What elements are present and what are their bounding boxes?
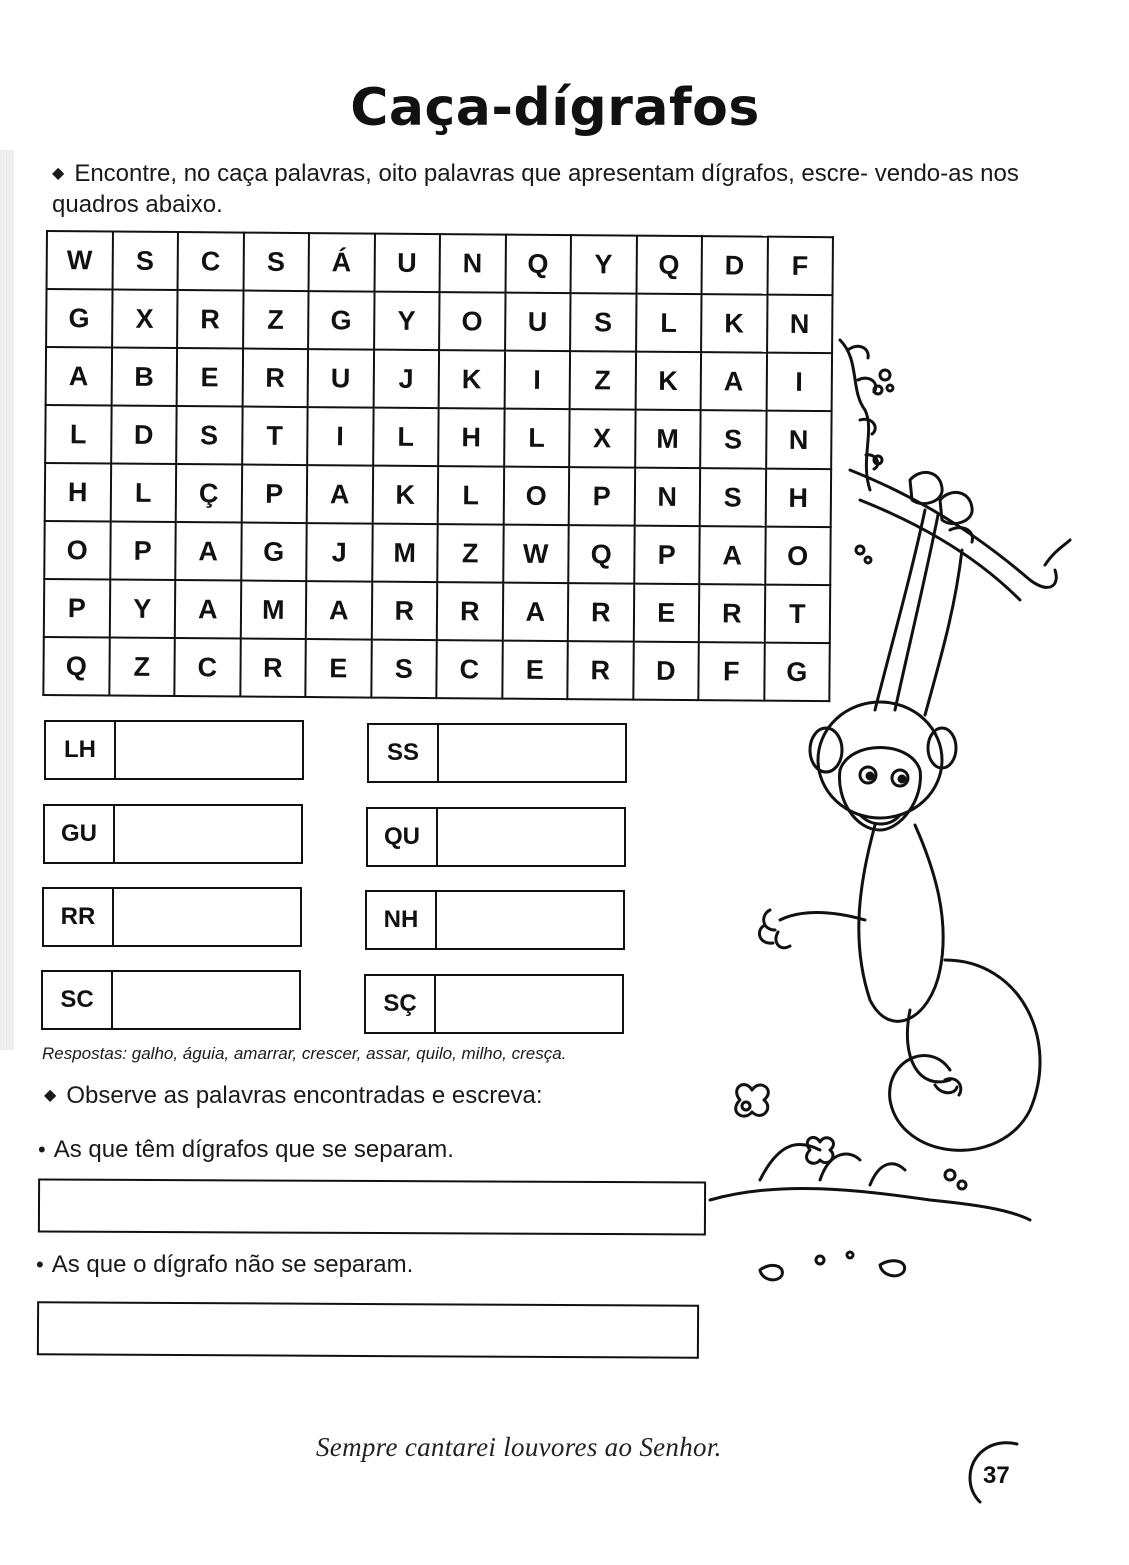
grid-cell[interactable]: W	[503, 525, 569, 584]
grid-cell[interactable]: S	[700, 468, 766, 527]
grid-cell[interactable]: L	[373, 408, 439, 467]
instruction-text	[52, 158, 1062, 220]
grid-cell[interactable]: T	[242, 407, 308, 466]
grid-cell[interactable]: R	[568, 583, 634, 642]
grid-cell[interactable]: Z	[570, 351, 636, 410]
grid-cell[interactable]: R	[567, 641, 633, 700]
diamond-bullet-icon: ◆	[52, 165, 65, 182]
grid-cell[interactable]: A	[701, 352, 767, 411]
ground	[710, 1188, 1030, 1220]
digraph-answer-field[interactable]	[115, 806, 301, 862]
bubble	[816, 1256, 824, 1264]
page-number: 37	[983, 1462, 1010, 1489]
digraph-box-nh	[365, 890, 625, 950]
grid-cell[interactable]: P	[241, 465, 307, 524]
digraph-box-qu	[366, 807, 626, 867]
grid-cell[interactable]: Á	[309, 233, 375, 292]
bubble	[874, 386, 882, 394]
grid-cell[interactable]: A	[502, 583, 568, 642]
grid-cell[interactable]: R	[242, 349, 308, 408]
grid-cell[interactable]: I	[307, 407, 373, 466]
answer-box-not-separate[interactable]	[37, 1301, 699, 1358]
grid-cell[interactable]: O	[44, 521, 110, 580]
bubble	[865, 557, 871, 563]
grid-cell[interactable]: N	[440, 234, 506, 293]
grid-cell[interactable]: R	[371, 582, 437, 641]
grid-cell[interactable]: S	[176, 406, 242, 465]
grid-cell[interactable]: Z	[243, 291, 309, 350]
bullet-icon: •	[38, 1137, 46, 1162]
grid-cell[interactable]: P	[110, 522, 176, 581]
grid-cell[interactable]: O	[503, 467, 569, 526]
grid-cell[interactable]: D	[633, 642, 699, 701]
digraph-label: LH	[46, 722, 116, 778]
grid-cell[interactable]: Y	[374, 292, 440, 351]
grid-cell[interactable]: U	[308, 349, 374, 408]
vine-stem	[840, 340, 870, 490]
grid-cell[interactable]: P	[44, 579, 110, 638]
grid-cell[interactable]: S	[112, 232, 178, 291]
observe-instruction	[44, 1080, 543, 1111]
digraph-label: QU	[368, 809, 438, 865]
grid-cell[interactable]: A	[699, 526, 765, 585]
digraph-label: SS	[369, 725, 439, 781]
digraph-box-lh	[44, 720, 304, 780]
branch-twig	[1045, 540, 1070, 565]
monkey-head	[818, 702, 942, 818]
leg-left	[780, 913, 865, 921]
monkey-body	[859, 825, 943, 1021]
digraph-box-rr	[42, 887, 302, 947]
bullet-icon: •	[36, 1252, 44, 1277]
grid-cell[interactable]: Ç	[176, 464, 242, 523]
grid-cell[interactable]: L	[438, 466, 504, 525]
digraph-answer-field[interactable]	[439, 725, 625, 781]
grid-cell[interactable]: R	[437, 582, 503, 641]
grid-cell[interactable]: R	[699, 584, 765, 643]
grid-row	[47, 231, 833, 295]
digraph-answer-field[interactable]	[438, 809, 624, 865]
flower-icon	[736, 1085, 769, 1117]
grid-cell[interactable]: Z	[109, 638, 175, 697]
grid-cell[interactable]: Z	[437, 524, 503, 583]
leg-right	[907, 1010, 950, 1082]
grid-cell[interactable]: S	[243, 233, 309, 292]
grid-cell[interactable]: A	[306, 581, 372, 640]
bubble	[880, 370, 890, 380]
grid-cell[interactable]: R	[240, 639, 306, 698]
grid-cell[interactable]: B	[111, 348, 177, 407]
grid-cell[interactable]: I	[504, 351, 570, 410]
grid-cell[interactable]: W	[47, 231, 113, 290]
grid-cell[interactable]: H	[438, 408, 504, 467]
grid-cell[interactable]: I	[766, 353, 832, 412]
answers-note: Respostas: galho, águia, amarrar, crescer, assar, quilo, milho, cresça.	[42, 1044, 567, 1063]
grid-cell[interactable]: E	[305, 639, 371, 698]
grid-cell[interactable]: E	[177, 348, 243, 407]
digraph-label: SC	[43, 972, 113, 1028]
item-separate	[38, 1134, 454, 1165]
pupil-left	[867, 773, 873, 779]
grid-cell[interactable]: A	[175, 580, 241, 639]
diamond-bullet-icon: ◆	[44, 1087, 57, 1104]
grid-cell[interactable]: R	[177, 290, 243, 349]
bubble	[887, 385, 893, 391]
tail	[890, 960, 1040, 1150]
grid-cell[interactable]: X	[569, 409, 635, 468]
grid-cell[interactable]: P	[569, 467, 635, 526]
grid-cell[interactable]: A	[175, 522, 241, 581]
bubble	[856, 546, 864, 554]
bubble	[847, 1252, 853, 1258]
grid-cell[interactable]: D	[702, 236, 768, 295]
grid-cell[interactable]: L	[110, 464, 176, 523]
motto-text: Sempre cantarei louvores ao Senhor.	[316, 1432, 722, 1462]
grid-cell[interactable]: Y	[109, 580, 175, 639]
grid-cell[interactable]: F	[698, 642, 764, 701]
grid-cell[interactable]: S	[570, 293, 636, 352]
grid-cell[interactable]: G	[308, 291, 374, 350]
grid-cell[interactable]: A	[307, 465, 373, 524]
foot-left	[759, 910, 790, 948]
grid-cell[interactable]: A	[46, 347, 112, 406]
grid-cell[interactable]: J	[306, 523, 372, 582]
digraph-box-gu	[43, 804, 303, 864]
grid-cell[interactable]: G	[764, 643, 830, 702]
grid-cell[interactable]: G	[46, 289, 112, 348]
grid-cell[interactable]: N	[634, 468, 700, 527]
grid-cell[interactable]: K	[439, 350, 505, 409]
grid-cell[interactable]: G	[241, 523, 307, 582]
grid-cell[interactable]: N	[766, 411, 832, 470]
scan-edge	[0, 150, 14, 1050]
grid-cell[interactable]: Q	[43, 637, 109, 696]
observe-label: Observe as palavras encontradas e escreva:	[66, 1082, 543, 1109]
ground-flowers	[760, 1261, 905, 1280]
bubble	[958, 1181, 966, 1189]
grid-cell[interactable]: U	[374, 234, 440, 293]
grid-cell[interactable]: U	[505, 293, 571, 352]
flower-center	[742, 1102, 750, 1110]
page-title: Caça-dígrafos	[350, 78, 760, 138]
grid-cell[interactable]: Q	[636, 236, 702, 295]
grid-cell[interactable]: Y	[571, 235, 637, 294]
grid-cell[interactable]: H	[765, 469, 831, 528]
pupil-right	[899, 776, 905, 782]
grid-cell[interactable]: Q	[568, 525, 634, 584]
grid-cell[interactable]: M	[372, 524, 438, 583]
instruction-label: Encontre, no caça palavras, oito palavras que apresentam dígrafos, escre- vendo-as nos quadros abaixo.	[52, 160, 1019, 218]
digraph-box-sc-cedilla	[364, 974, 624, 1034]
grid-cell[interactable]: J	[373, 350, 439, 409]
answer-box-separate[interactable]	[38, 1179, 706, 1236]
grid-cell[interactable]: D	[111, 406, 177, 465]
digraph-answer-field[interactable]	[436, 976, 622, 1032]
bubble	[945, 1170, 955, 1180]
grid-cell[interactable]: C	[436, 640, 502, 699]
digraph-label: GU	[45, 806, 115, 862]
grid-cell[interactable]: K	[372, 466, 438, 525]
digraph-answer-field[interactable]	[116, 722, 302, 778]
digraph-answer-field[interactable]	[113, 972, 299, 1028]
grid-cell[interactable]: M	[240, 581, 306, 640]
grid-cell[interactable]: L	[636, 294, 702, 353]
digraph-label: SÇ	[366, 976, 436, 1032]
item-separate-label: As que têm dígrafos que se separam.	[53, 1136, 454, 1163]
grid-cell[interactable]: L	[504, 409, 570, 468]
grid-cell[interactable]: N	[767, 295, 833, 354]
grid-cell[interactable]: M	[635, 410, 701, 469]
grid-cell[interactable]: C	[174, 638, 240, 697]
monkey-illustration	[700, 320, 1120, 1300]
grid-cell[interactable]: F	[767, 237, 833, 296]
grid-cell[interactable]: T	[764, 585, 830, 644]
grid-cell[interactable]: L	[45, 405, 111, 464]
digraph-box-ss	[367, 723, 627, 783]
digraph-answer-field[interactable]	[437, 892, 623, 948]
digraph-answer-field[interactable]	[114, 889, 300, 945]
grid-cell[interactable]: E	[633, 584, 699, 643]
grid-cell[interactable]: S	[371, 640, 437, 699]
digraph-box-sc	[41, 970, 301, 1030]
grid-cell[interactable]: H	[45, 463, 111, 522]
grid-cell[interactable]: K	[635, 352, 701, 411]
grid-cell[interactable]: O	[765, 527, 831, 586]
grid-cell[interactable]: X	[112, 290, 178, 349]
item-not-separate-label: As que o dígrafo não se separam.	[51, 1251, 414, 1278]
digraph-label: NH	[367, 892, 437, 948]
grid-cell[interactable]: S	[700, 410, 766, 469]
grid-cell[interactable]: P	[634, 526, 700, 585]
ear-left	[810, 728, 842, 772]
grid-cell[interactable]: O	[439, 292, 505, 351]
grid-cell[interactable]: K	[701, 294, 767, 353]
grid-cell[interactable]: C	[178, 232, 244, 291]
grid-cell[interactable]: E	[502, 641, 568, 700]
digraph-label: RR	[44, 889, 114, 945]
grid-cell[interactable]: Q	[505, 235, 571, 294]
item-not-separate	[36, 1249, 413, 1280]
arm-right	[925, 550, 962, 715]
